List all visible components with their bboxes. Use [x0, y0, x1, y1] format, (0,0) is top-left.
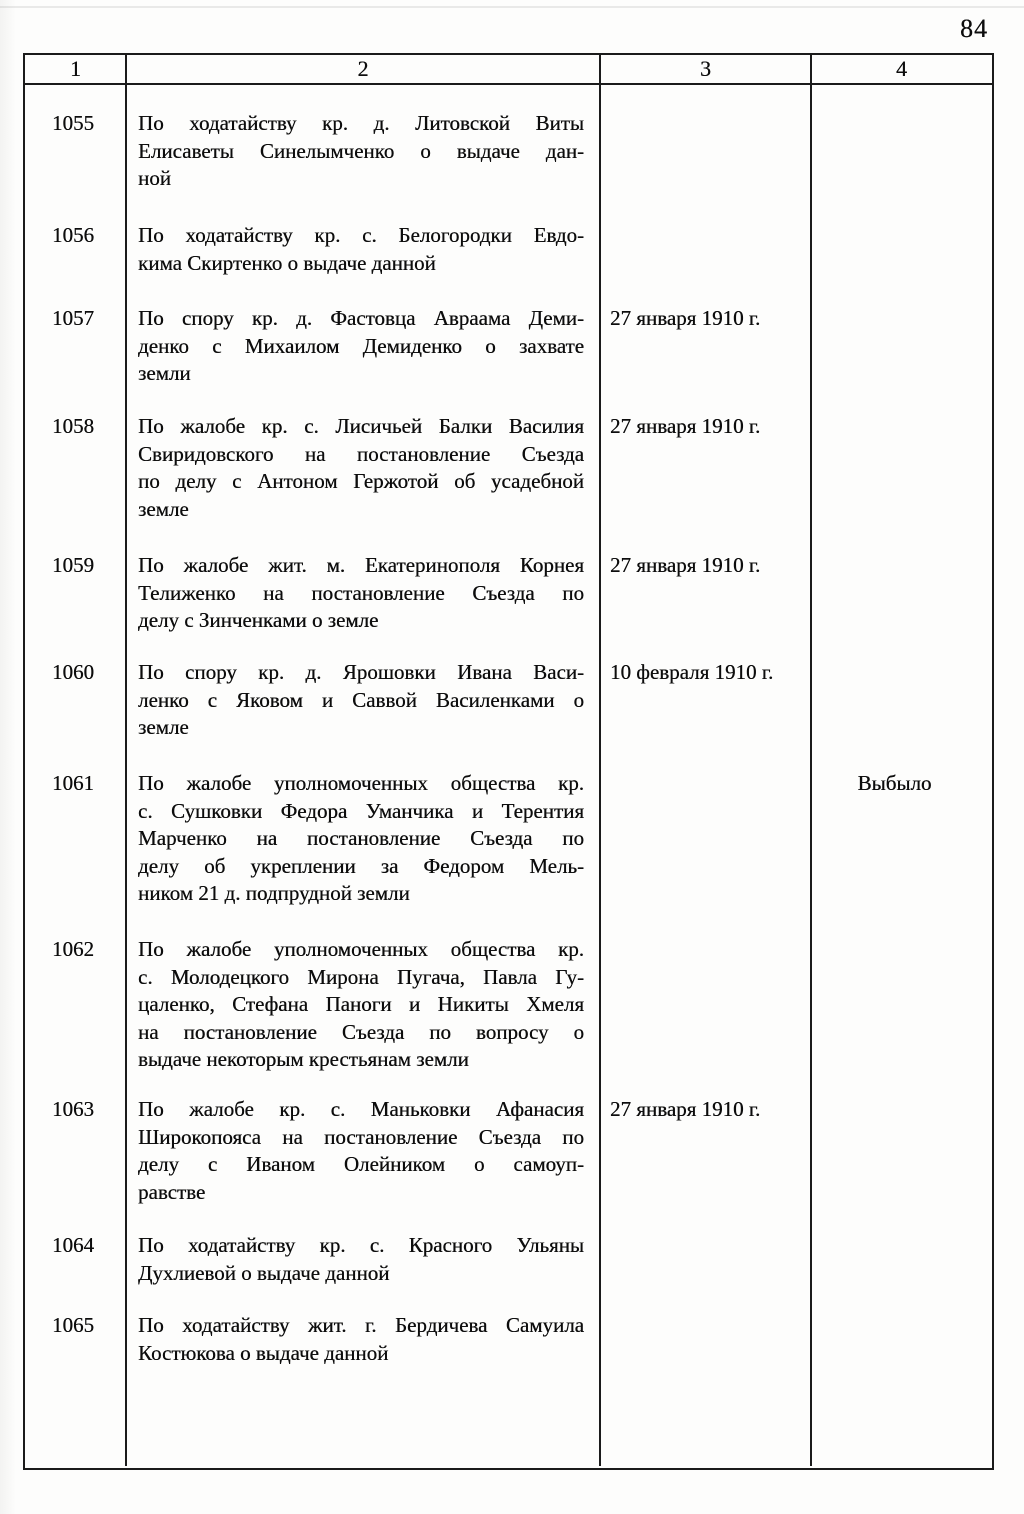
column-divider-1-2: [125, 53, 127, 1466]
case-number: 1063: [52, 1097, 94, 1121]
description-line: По жалобе уполномоченных общества кр.: [138, 937, 584, 961]
description-line: цаленко, Стефана Паноги и Никиты Хмеля: [138, 992, 584, 1016]
description-line: Марченко на постановление Съезда по: [138, 826, 584, 850]
page-number: 84: [960, 14, 988, 43]
description-line: на постановление Съезда по вопросу о: [138, 1019, 584, 1044]
header-cell-col2: 2: [357, 56, 369, 81]
description-line: По жалобе жит. м. Екатеринополя Корнея: [138, 553, 584, 577]
case-description-cell: [138, 305, 584, 388]
header-cell-col3: 3: [700, 56, 711, 81]
case-number: 1060: [52, 660, 94, 684]
column-divider-2-3: [599, 53, 601, 1466]
description-line: делу с Зинченками о земле: [138, 608, 379, 632]
case-description-cell: [138, 1096, 584, 1206]
case-number: 1056: [52, 223, 94, 247]
case-date: 27 января 1910 г.: [610, 1097, 761, 1121]
scan-artifact-left-edge: [0, 0, 16, 1514]
description-line: По жалобе кр. с. Лисичьей Балки Василия: [138, 414, 584, 438]
description-line: Телиженко на постановление Съезда по: [138, 580, 584, 605]
description-line: выдаче некоторым крестьянам земли: [138, 1047, 469, 1071]
description-line: делу с Иваном Олейником о самоуп-: [138, 1152, 584, 1176]
description-line: ником 21 д. подпрудной земли: [138, 881, 410, 905]
description-line: земли: [138, 361, 191, 385]
description-line: По ходатайству кр. д. Литовской Виты: [138, 111, 584, 135]
table-header-row: [25, 55, 992, 85]
case-number: 1055: [52, 111, 94, 135]
case-description-cell: [138, 1232, 584, 1287]
case-date: 10 февраля 1910 г.: [610, 660, 774, 684]
description-line: ной: [138, 166, 171, 190]
case-description-cell: [138, 770, 584, 908]
description-line: Костюкова о выдаче данной: [138, 1340, 389, 1365]
description-line: равстве: [138, 1179, 206, 1204]
column-divider-3-4: [810, 53, 812, 1466]
scan-artifact-topline: [0, 6, 1024, 8]
description-line: По ходатайству кр. с. Красного Ульяны: [138, 1233, 584, 1257]
case-number: 1061: [52, 771, 94, 795]
case-date: 27 января 1910 г.: [610, 414, 761, 438]
case-description-cell: [138, 936, 584, 1074]
description-line: денко с Михаилом Демиденко о захвате: [138, 333, 584, 358]
description-line: по делу с Антоном Гержотой об усадебной: [138, 469, 584, 493]
case-description-cell: [138, 659, 584, 742]
description-line: Духлиевой о выдаче данной: [138, 1260, 390, 1285]
case-date: 27 января 1910 г.: [610, 553, 761, 577]
description-line: ленко с Яковом и Саввой Василенками о: [138, 687, 584, 712]
description-line: Свиридовского на постановление Съезда: [138, 441, 584, 466]
description-line: земле: [138, 496, 189, 521]
case-number: 1059: [52, 553, 94, 577]
case-description-cell: [138, 222, 584, 277]
case-number: 1062: [52, 937, 94, 961]
description-line: По ходатайству кр. с. Белогородки Евдо-: [138, 223, 584, 247]
case-number: 1057: [52, 306, 94, 330]
table-body: [25, 85, 992, 1466]
case-description-cell: [138, 1312, 584, 1367]
register-table: [23, 53, 994, 1470]
description-line: делу об укреплении за Федором Мель-: [138, 853, 584, 878]
description-line: По спору кр. д. Фастовца Авраама Деми-: [138, 306, 584, 330]
header-cell-col1: 1: [70, 56, 81, 81]
description-line: земле: [138, 715, 189, 739]
description-line: По жалобе кр. с. Маньковки Афанасия: [138, 1097, 584, 1121]
description-line: По ходатайству жит. г. Бердичева Самуила: [138, 1313, 584, 1337]
case-date: 27 января 1910 г.: [610, 306, 761, 330]
case-description-cell: [138, 552, 584, 635]
description-line: По жалобе уполномоченных общества кр.: [138, 771, 584, 795]
description-line: Широкопояса на постановление Съезда по: [138, 1124, 584, 1149]
description-line: кима Скиртенко о выдаче данной: [138, 250, 436, 275]
case-number: 1064: [52, 1233, 94, 1257]
case-description-cell: [138, 413, 584, 523]
description-line: с. Сушковки Федора Уманчика и Терентия: [138, 798, 584, 823]
header-cell-col4: 4: [896, 56, 907, 81]
case-description-cell: [138, 110, 584, 193]
description-line: Елисаветы Синелымченко о выдаче дан-: [138, 138, 584, 163]
description-line: По спору кр. д. Ярошовки Ивана Васи-: [138, 660, 584, 684]
description-line: с. Молодецкого Мирона Пугача, Павла Гу-: [138, 964, 584, 989]
case-number: 1058: [52, 414, 94, 438]
case-note: Выбыло: [857, 771, 932, 795]
case-number: 1065: [52, 1313, 94, 1337]
